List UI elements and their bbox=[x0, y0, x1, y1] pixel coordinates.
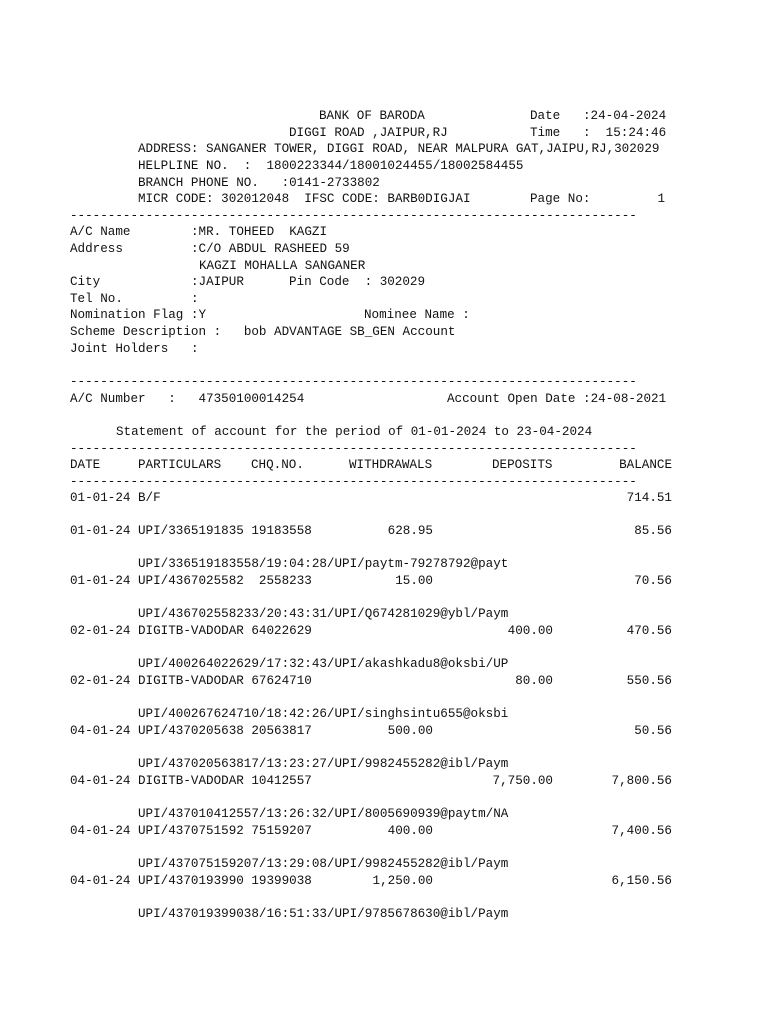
account-name-label: A/C Name bbox=[70, 225, 131, 239]
transaction-deposit: 7,750.00 bbox=[492, 774, 553, 788]
branch-address: ADDRESS: SANGANER TOWER, DIGGI ROAD, NEAR MALPURA GAT,JAIPU,RJ,302029 bbox=[138, 142, 660, 156]
transaction-deposit: 400.00 bbox=[507, 624, 553, 638]
page-number: 1 bbox=[657, 192, 665, 206]
separator: --------------------------------------------------------------------------- bbox=[70, 375, 637, 389]
transaction-date: 04-01-24 bbox=[70, 824, 131, 838]
page-label: Page No: bbox=[530, 192, 591, 206]
transaction-date: 04-01-24 bbox=[70, 874, 131, 888]
date-value: :24-04-2024 bbox=[583, 109, 667, 123]
account-number: A/C Number : 47350100014254 bbox=[70, 392, 305, 406]
address-line-2: KAGZI MOHALLA SANGANER bbox=[199, 259, 366, 273]
transaction-particulars: UPI/3365191835 19183558 bbox=[138, 524, 312, 538]
statement-period: Statement of account for the period of 01-01-2024 to 23-04-2024 bbox=[116, 425, 593, 439]
transaction-date: 01-01-24 bbox=[70, 574, 131, 588]
bank-name: BANK OF BARODA bbox=[319, 109, 425, 123]
transaction-deposit: 80.00 bbox=[515, 674, 553, 688]
transaction-deposit bbox=[450, 723, 553, 739]
tel-value: : bbox=[191, 292, 199, 306]
transaction-particulars: UPI/4370751592 75159207 bbox=[138, 824, 312, 838]
city-value: :JAIPUR bbox=[191, 275, 244, 289]
column-withdrawals: WITHDRAWALS bbox=[349, 458, 433, 472]
separator: --------------------------------------------------------------------------- bbox=[70, 475, 637, 489]
transaction-deposit bbox=[450, 573, 553, 589]
transaction-balance: 470.56 bbox=[626, 624, 672, 638]
time-value: : 15:24:46 bbox=[583, 126, 667, 140]
transaction-balance: 6,150.56 bbox=[611, 874, 672, 888]
column-particulars: PARTICULARS bbox=[138, 458, 222, 472]
transaction-balance: 7,400.56 bbox=[611, 824, 672, 838]
scheme-description: Scheme Description : bob ADVANTAGE SB_GEN Account bbox=[70, 325, 456, 339]
transaction-detail: UPI/437010412557/13:26:32/UPI/8005690939@paytm/NA bbox=[138, 807, 509, 821]
transaction-balance: 550.56 bbox=[626, 674, 672, 688]
transaction-detail: UPI/436702558233/20:43:31/UPI/Q674281029@ybl/Paym bbox=[138, 607, 509, 621]
transaction-date: 02-01-24 bbox=[70, 624, 131, 638]
transaction-withdrawal: 628.95 bbox=[387, 524, 433, 538]
transaction-balance: 70.56 bbox=[634, 574, 672, 588]
transaction-date: 01-01-24 bbox=[70, 524, 131, 538]
transaction-balance: 7,800.56 bbox=[611, 774, 672, 788]
transaction-balance: 50.56 bbox=[634, 724, 672, 738]
account-open-date: Account Open Date :24-08-2021 bbox=[447, 392, 667, 406]
transaction-withdrawal: 400.00 bbox=[387, 824, 433, 838]
transaction-particulars: UPI/4370205638 20563817 bbox=[138, 724, 312, 738]
tel-label: Tel No. bbox=[70, 292, 123, 306]
micr-ifsc: MICR CODE: 302012048 IFSC CODE: BARB0DIGJAI bbox=[138, 192, 471, 206]
transaction-detail: UPI/437019399038/16:51:33/UPI/9785678630@ibl/Paym bbox=[138, 907, 509, 921]
column-chq-no: CHQ.NO. bbox=[251, 458, 304, 472]
column-date: DATE bbox=[70, 458, 101, 472]
opening-balance: 714.51 bbox=[626, 491, 672, 505]
time-label: Time bbox=[530, 126, 561, 140]
pin-code: Pin Code : 302029 bbox=[289, 275, 426, 289]
transaction-detail: UPI/400267624710/18:42:26/UPI/singhsintu655@oksbi bbox=[138, 707, 509, 721]
transaction-date: 04-01-24 bbox=[70, 774, 131, 788]
transaction-detail: UPI/437075159207/13:29:08/UPI/9982455282@ibl/Paym bbox=[138, 857, 509, 871]
transaction-withdrawal bbox=[330, 773, 433, 789]
helpline: HELPLINE NO. : 1800223344/18001024455/18002584455 bbox=[138, 159, 524, 173]
transaction-particulars: UPI/4370193990 19399038 bbox=[138, 874, 312, 888]
transaction-withdrawal: 500.00 bbox=[387, 724, 433, 738]
transaction-deposit bbox=[450, 873, 553, 889]
transaction-date: 02-01-24 bbox=[70, 674, 131, 688]
transaction-withdrawal bbox=[330, 623, 433, 639]
transaction-particulars: DIGITB-VADODAR 64022629 bbox=[138, 624, 312, 638]
transaction-balance: 85.56 bbox=[634, 524, 672, 538]
nomination-flag: Nomination Flag :Y bbox=[70, 308, 207, 322]
account-name: :MR. TOHEED KAGZI bbox=[191, 225, 328, 239]
branch-name: DIGGI ROAD ,JAIPUR,RJ bbox=[289, 126, 448, 140]
date-label: Date bbox=[530, 109, 561, 123]
joint-holders-label: Joint Holders bbox=[70, 342, 169, 356]
opening-date: 01-01-24 bbox=[70, 491, 131, 505]
opening-particulars: B/F bbox=[138, 491, 161, 505]
city-label: City bbox=[70, 275, 101, 289]
transaction-withdrawal: 1,250.00 bbox=[372, 874, 433, 888]
column-deposits: DEPOSITS bbox=[492, 458, 553, 472]
transaction-detail: UPI/400264022629/17:32:43/UPI/akashkadu8@oksbi/UP bbox=[138, 657, 509, 671]
address-line-1: :C/O ABDUL RASHEED 59 bbox=[191, 242, 350, 256]
transaction-deposit bbox=[450, 823, 553, 839]
transaction-withdrawal: 15.00 bbox=[395, 574, 433, 588]
column-balance: BALANCE bbox=[619, 458, 672, 472]
transaction-particulars: DIGITB-VADODAR 67624710 bbox=[138, 674, 312, 688]
transaction-deposit bbox=[450, 523, 553, 539]
transaction-date: 04-01-24 bbox=[70, 724, 131, 738]
nominee-name: Nominee Name : bbox=[364, 308, 470, 322]
separator: --------------------------------------------------------------------------- bbox=[70, 442, 637, 456]
transaction-withdrawal bbox=[330, 673, 433, 689]
separator: --------------------------------------------------------------------------- bbox=[70, 209, 637, 223]
transaction-particulars: UPI/4367025582 2558233 bbox=[138, 574, 312, 588]
transaction-particulars: DIGITB-VADODAR 10412557 bbox=[138, 774, 312, 788]
address-label: Address bbox=[70, 242, 123, 256]
joint-holders-value: : bbox=[191, 342, 199, 356]
transaction-detail: UPI/336519183558/19:04:28/UPI/paytm-79278792@payt bbox=[138, 557, 509, 571]
transaction-detail: UPI/437020563817/13:23:27/UPI/9982455282@ibl/Paym bbox=[138, 757, 509, 771]
branch-phone: BRANCH PHONE NO. :0141-2733802 bbox=[138, 176, 380, 190]
